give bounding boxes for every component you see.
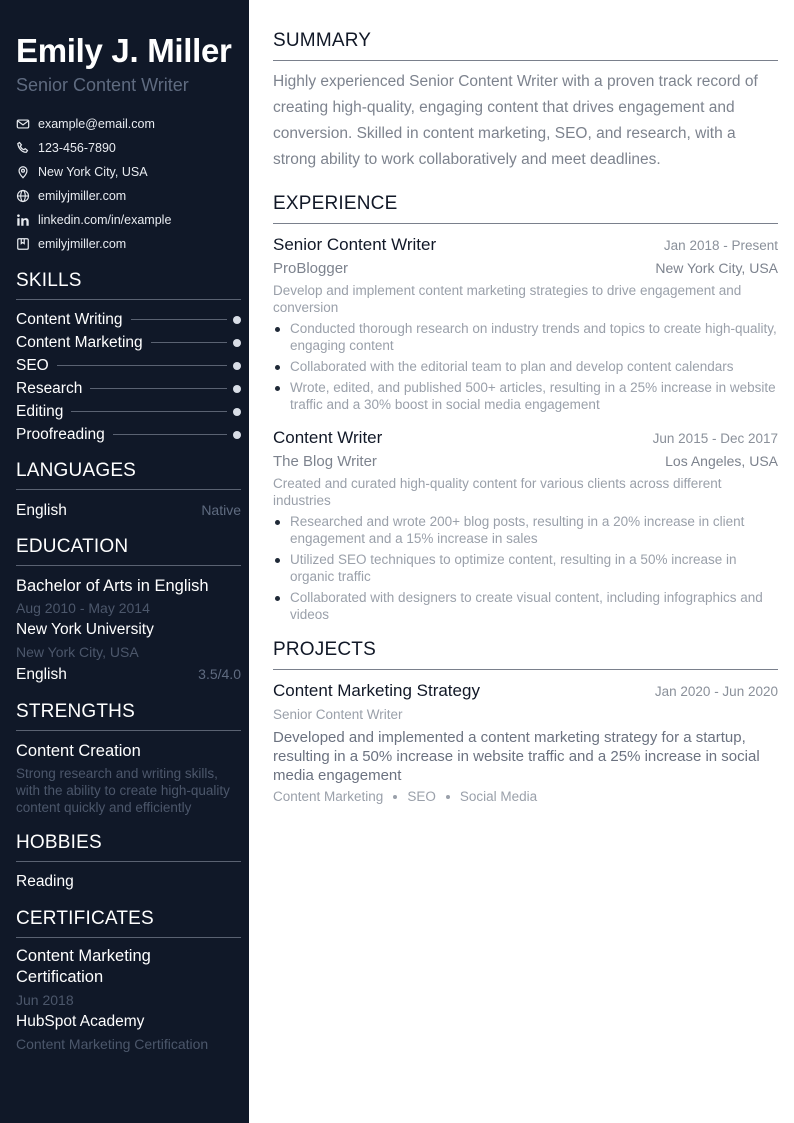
skill-label: Content Writing (16, 310, 123, 328)
job-entry-bullets (273, 320, 778, 413)
project-title: Content Marketing Strategy (273, 681, 480, 700)
job-title: Senior Content Writer (16, 75, 189, 95)
bookmark-icon (16, 237, 30, 251)
skill-item (16, 423, 241, 446)
skill-item (16, 400, 241, 423)
certificate-issuer: HubSpot Academy (16, 1013, 145, 1030)
certificate-title: Content Marketing Certification (16, 947, 151, 986)
project-entry (273, 680, 778, 804)
education-heading: EDUCATION (16, 536, 241, 566)
hobbies-section (16, 832, 241, 894)
job-entry-title: Content Writer (273, 428, 383, 447)
linkedin-icon (16, 213, 30, 227)
summary-section (273, 30, 778, 173)
certificates-heading: CERTIFICATES (16, 908, 241, 938)
experience-heading: EXPERIENCE (273, 193, 778, 224)
skill-level-dot (233, 385, 241, 393)
skill-line (131, 319, 227, 320)
education-field-row (16, 662, 241, 687)
skills-heading: SKILLS (16, 270, 241, 300)
tag-separator (446, 795, 450, 799)
skill-level-dot (233, 431, 241, 439)
project-role: Senior Content Writer (273, 707, 403, 722)
project-tag: Social Media (459, 789, 538, 804)
skill-line (113, 434, 227, 435)
contact-location (16, 160, 241, 184)
job-entry-location: Los Angeles, USA (665, 453, 778, 469)
bullet-item: Utilized SEO techniques to optimize content, resulting in a 50% increase in organic traffic (273, 551, 778, 585)
language-name: English (16, 502, 67, 519)
strengths-heading: STRENGTHS (16, 701, 241, 731)
bullet-item: Collaborated with designers to create visual content, including infographics and videos (273, 589, 778, 623)
certificate-date: Jun 2018 (16, 992, 74, 1008)
contact-email[interactable] (16, 112, 241, 136)
job-entry-bullets (273, 513, 778, 623)
languages-section (16, 460, 241, 522)
skill-level-dot (233, 339, 241, 347)
education-dates: Aug 2010 - May 2014 (16, 600, 150, 616)
project-dates: Jan 2020 - Jun 2020 (654, 684, 778, 699)
strength-description: Strong research and writing skills, with the ability to create high-quality content quickly and efficiently (16, 766, 230, 815)
projects-heading: PROJECTS (273, 639, 778, 670)
tag-separator (393, 795, 397, 799)
job-entry-company: ProBlogger (273, 260, 349, 277)
education-gpa: 3.5/4.0 (198, 666, 241, 682)
project-tags (273, 789, 778, 804)
contact-list (16, 112, 241, 256)
name: Emily J. Miller (16, 32, 232, 69)
summary-text: Highly experienced Senior Content Writer with a proven track record of creating high-quality, engaging content that drives engagement and conversion. Skilled in content marketing, SEO, and research, with a strong ability to work collaboratively and meet deadlines. (273, 73, 758, 168)
project-tag: SEO (407, 789, 436, 804)
skill-line (90, 388, 227, 389)
contact-linkedin-text: linkedin.com/in/example (38, 213, 172, 227)
languages-heading: LANGUAGES (16, 460, 241, 490)
job-entry (273, 427, 778, 623)
skill-label: Content Marketing (16, 333, 143, 351)
contact-website-text: emilyjmiller.com (38, 189, 127, 203)
skill-line (151, 342, 227, 343)
job-entry (273, 234, 778, 413)
language-item (16, 498, 241, 522)
job-entry-title: Senior Content Writer (273, 235, 437, 254)
job-entry-company: The Blog Writer (273, 453, 377, 470)
contact-location-text: New York City, USA (38, 165, 148, 179)
skill-label: SEO (16, 356, 49, 374)
strengths-section (16, 701, 241, 816)
skill-label: Editing (16, 402, 64, 420)
job-entry-dates: Jun 2015 - Dec 2017 (652, 431, 778, 446)
experience-section (273, 193, 778, 623)
job-entry-description: Created and curated high-quality content for various clients across different industries (273, 476, 722, 508)
education-location: New York City, USA (16, 644, 139, 660)
certificate-description: Content Marketing Certification (16, 1036, 209, 1052)
skill-item (16, 354, 241, 377)
contact-linkedin[interactable] (16, 208, 241, 232)
sidebar (0, 0, 249, 1123)
skill-item (16, 331, 241, 354)
contact-website[interactable] (16, 184, 241, 208)
skill-level-dot (233, 362, 241, 370)
hobbies-heading: HOBBIES (16, 832, 241, 862)
skills-section (16, 270, 241, 446)
job-entry-description: Develop and implement content marketing strategies to drive engagement and conversion (273, 283, 742, 315)
project-tag: Content Marketing (273, 789, 384, 804)
education-field: English (16, 666, 67, 683)
skill-level-dot (233, 408, 241, 416)
summary-heading: SUMMARY (273, 30, 778, 61)
bullet-item: Conducted thorough research on industry trends and topics to create high-quality, engaging content (273, 320, 778, 354)
bullet-item: Wrote, edited, and published 500+ articles, resulting in a 25% increase in website traffic and a 30% boost in social media engagement (273, 379, 778, 413)
globe-icon (16, 189, 30, 203)
skill-item (16, 377, 241, 400)
bullet-item: Collaborated with the editorial team to plan and develop content calendars (273, 358, 778, 375)
education-school: New York University (16, 621, 154, 638)
contact-portfolio-text: emilyjmiller.com (38, 237, 127, 251)
project-description: Developed and implemented a content marketing strategy for a startup, resulting in a 50% increase in website traffic and a 25% increase in social media engagement (273, 729, 760, 784)
language-level: Native (201, 502, 241, 518)
hobby-item: Reading (16, 873, 74, 890)
bullet-item: Researched and wrote 200+ blog posts, resulting in a 20% increase in client engagement and a 15% increase in sales (273, 513, 778, 547)
skill-item (16, 308, 241, 331)
contact-portfolio[interactable] (16, 232, 241, 256)
certificates-section (16, 908, 241, 1054)
education-section (16, 536, 241, 687)
projects-section (273, 639, 778, 804)
skill-line (57, 365, 227, 366)
contact-phone[interactable] (16, 136, 241, 160)
skill-line (71, 411, 227, 412)
skill-label: Research (16, 379, 83, 397)
strength-title: Content Creation (16, 742, 141, 760)
skill-level-dot (233, 316, 241, 324)
skill-label: Proofreading (16, 425, 105, 443)
education-degree: Bachelor of Arts in English (16, 577, 209, 595)
email-icon (16, 117, 30, 131)
main-content (273, 30, 778, 804)
phone-icon (16, 141, 30, 155)
job-entry-dates: Jan 2018 - Present (663, 238, 778, 253)
contact-phone-text: 123-456-7890 (38, 141, 116, 155)
contact-email-text: example@email.com (38, 117, 155, 131)
job-entry-location: New York City, USA (655, 260, 778, 276)
location-icon (16, 165, 30, 179)
